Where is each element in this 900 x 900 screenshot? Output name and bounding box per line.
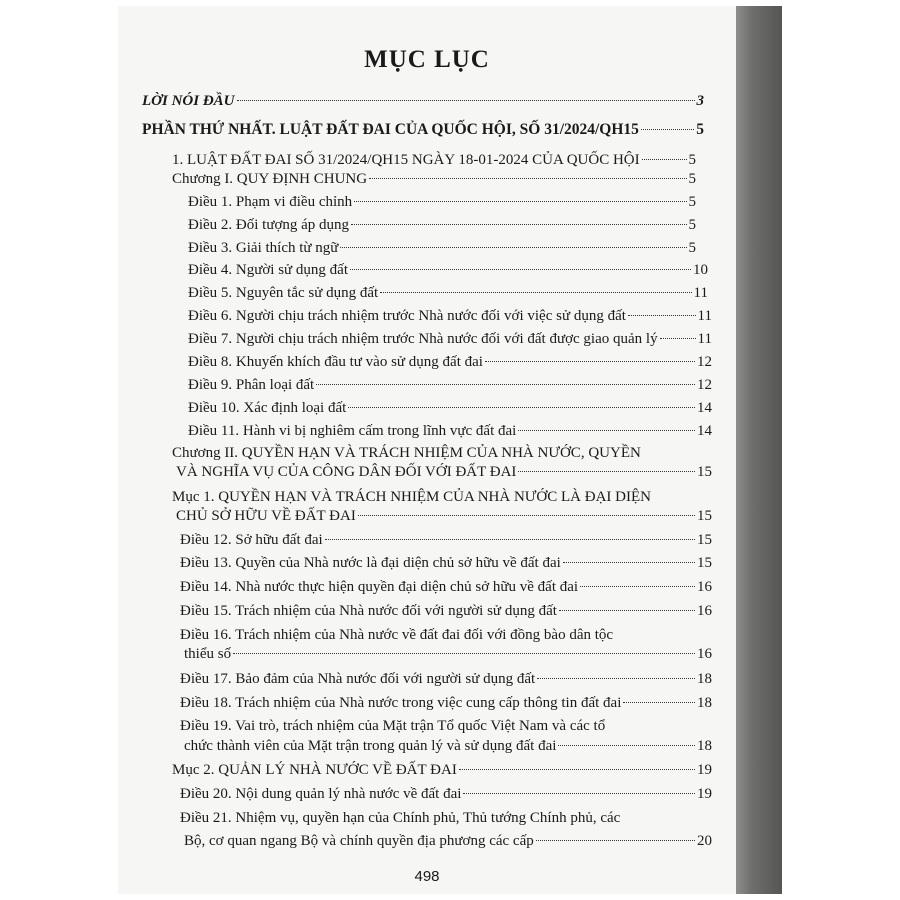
toc-entry-text: Điều 2. Đối tượng áp dụng (188, 217, 350, 233)
toc-entry-text: thiểu số (184, 646, 232, 662)
toc-entry-page: 5 (688, 152, 696, 168)
dot-leader (459, 769, 695, 770)
toc-entry-section-1-line1: Mục 1. QUYỀN HẠN VÀ TRÁCH NHIỆM CỦA NHÀ NƯỚC LÀ ĐẠI DIỆN (172, 489, 651, 505)
toc-entry-article-15[interactable] (180, 602, 712, 620)
toc-entry-page: 3 (696, 93, 704, 109)
dot-leader (463, 793, 695, 794)
toc-entry-article-8[interactable] (188, 353, 712, 371)
dot-leader (369, 178, 686, 179)
toc-entry-text: Điều 4. Người sử dụng đất (188, 262, 349, 278)
toc-entry-text: Điều 3. Giải thích từ ngữ (188, 240, 339, 256)
page-number: 498 (414, 868, 440, 885)
dot-leader (358, 515, 695, 516)
toc-entry-preface[interactable] (142, 92, 704, 110)
toc-entry-article-20[interactable] (180, 785, 712, 803)
book-page (118, 6, 736, 894)
toc-entry-text: Điều 17. Bảo đảm của Nhà nước đối với người sử dụng đất (180, 671, 536, 687)
dot-leader (536, 840, 695, 841)
toc-entry-page: 11 (693, 285, 708, 301)
dot-leader (518, 471, 695, 472)
toc-entry-text: Điều 9. Phân loại đất (188, 377, 315, 393)
toc-entry-law[interactable] (172, 151, 696, 169)
page-title: MỤC LỤC (364, 46, 490, 73)
dot-leader (518, 430, 695, 431)
toc-entry-page: 5 (696, 121, 704, 138)
toc-entry-article-1[interactable] (188, 193, 696, 211)
toc-entry-text: Điều 18. Trách nhiệm của Nhà nước trong việc cung cấp thông tin đất đai (180, 695, 622, 711)
dot-leader (628, 315, 696, 316)
toc-entry-page: 18 (697, 738, 712, 754)
toc-entry-text: Điều 8. Khuyến khích đầu tư vào sử dụng đất đai (188, 354, 483, 370)
toc-entry-section-2[interactable] (172, 761, 712, 779)
dot-leader (350, 269, 691, 270)
toc-entry-text: Điều 10. Xác định loại đất (188, 400, 347, 416)
toc-entry-chapter-2[interactable] (176, 463, 712, 481)
toc-entry-article-10[interactable] (188, 399, 712, 417)
toc-entry-chapter-2-line1: Chương II. QUYỀN HẠN VÀ TRÁCH NHIỆM CỦA NHÀ NƯỚC, QUYỀN (172, 445, 641, 461)
toc-entry-text: chức thành viên của Mặt trận trong quản lý và sử dụng đất đai (184, 738, 557, 754)
dot-leader (340, 247, 686, 248)
dot-leader (351, 224, 686, 225)
toc-entry-page: 5 (688, 240, 696, 256)
dot-leader (559, 610, 695, 611)
toc-entry-page: 18 (697, 695, 712, 711)
dot-leader (660, 338, 696, 339)
toc-entry-page: 15 (697, 464, 712, 480)
toc-entry-page: 12 (697, 377, 712, 393)
toc-entry-text: Điều 11. Hành vi bị nghiêm cấm trong lĩnh vực đất đai (188, 423, 517, 439)
toc-entry-text: 1. LUẬT ĐẤT ĐAI SỐ 31/2024/QH15 NGÀY 18-01-2024 CỦA QUỐC HỘI (172, 152, 640, 168)
dot-leader (641, 129, 694, 130)
toc-entry-page: 19 (697, 786, 712, 802)
toc-entry-page: 16 (697, 646, 712, 662)
dot-leader (558, 745, 695, 746)
toc-entry-page: 11 (697, 308, 712, 324)
toc-entry-article-16-line1: Điều 16. Trách nhiệm của Nhà nước về đất đai đối với đồng bào dân tộc (180, 627, 614, 643)
toc-entry-page: 5 (688, 217, 696, 233)
toc-entry-article-19[interactable] (184, 737, 712, 755)
toc-entry-page: 15 (697, 555, 712, 571)
dot-leader (233, 653, 695, 654)
dot-leader (485, 361, 695, 362)
dot-leader (348, 407, 695, 408)
toc-entry-text: LỜI NÓI ĐẦU (142, 93, 235, 109)
toc-entry-page: 11 (697, 331, 712, 347)
toc-entry-text: Điều 6. Người chịu trách nhiệm trước Nhà nước đối với việc sử dụng đất (188, 308, 626, 324)
dot-leader (237, 100, 695, 101)
toc-entry-article-12[interactable] (180, 531, 712, 549)
toc-entry-text: Điều 13. Quyền của Nhà nước là đại diện chủ sở hữu về đất đai (180, 555, 561, 571)
toc-entry-article-14[interactable] (180, 578, 712, 596)
toc-entry-article-13[interactable] (180, 554, 712, 572)
toc-entry-text: Chương I. QUY ĐỊNH CHUNG (172, 171, 368, 187)
toc-entry-text: CHỦ SỞ HỮU VỀ ĐẤT ĐAI (176, 508, 356, 524)
toc-entry-article-2[interactable] (188, 216, 696, 234)
toc-entry-text: Điều 1. Phạm vi điều chỉnh (188, 194, 353, 210)
toc-entry-text: Điều 20. Nội dung quản lý nhà nước về đất đai (180, 786, 462, 802)
toc-entry-page: 14 (697, 400, 712, 416)
toc-entry-text: Mục 2. QUẢN LÝ NHÀ NƯỚC VỀ ĐẤT ĐAI (172, 762, 457, 778)
toc-entry-page: 10 (693, 262, 708, 278)
dot-leader (580, 586, 695, 587)
toc-entry-article-6[interactable] (188, 307, 712, 325)
toc-entry-article-21[interactable] (184, 832, 712, 850)
toc-entry-page: 12 (697, 354, 712, 370)
toc-entry-article-21-line1: Điều 21. Nhiệm vụ, quyền hạn của Chính phủ, Thủ tướng Chính phủ, các (180, 810, 621, 826)
toc-entry-article-5[interactable] (188, 284, 708, 302)
toc-entry-page: 19 (697, 762, 712, 778)
toc-entry-article-16[interactable] (184, 645, 712, 663)
toc-entry-article-9[interactable] (188, 376, 712, 394)
book-spine (736, 6, 782, 894)
toc-entry-text: Điều 5. Nguyên tắc sử dụng đất (188, 285, 379, 301)
toc-entry-article-19-line1: Điều 19. Vai trò, trách nhiệm của Mặt trận Tổ quốc Việt Nam và các tổ (180, 718, 606, 734)
toc-entry-text: Điều 14. Nhà nước thực hiện quyền đại diện chủ sở hữu về đất đai (180, 579, 579, 595)
toc-entry-page: 16 (697, 579, 712, 595)
toc-entry-page: 15 (697, 532, 712, 548)
dot-leader (623, 702, 695, 703)
toc-entry-page: 20 (697, 833, 712, 849)
toc-entry-page: 18 (697, 671, 712, 687)
dot-leader (325, 539, 695, 540)
toc-entry-chapter-1[interactable] (172, 170, 696, 188)
toc-entry-article-3[interactable] (188, 239, 696, 257)
toc-entry-article-4[interactable] (188, 261, 708, 279)
toc-entry-article-11[interactable] (188, 422, 712, 440)
dot-leader (537, 678, 695, 679)
dot-leader (380, 292, 691, 293)
dot-leader (316, 384, 695, 385)
toc-entry-part-one[interactable] (142, 121, 704, 139)
dot-leader (642, 159, 687, 160)
dot-leader (563, 562, 695, 563)
toc-entry-text: Điều 12. Sở hữu đất đai (180, 532, 323, 548)
toc-entry-article-18[interactable] (180, 694, 712, 712)
toc-entry-text: Bộ, cơ quan ngang Bộ và chính quyền địa phương các cấp (184, 833, 534, 849)
toc-entry-article-17[interactable] (180, 670, 712, 688)
toc-entry-text: Điều 15. Trách nhiệm của Nhà nước đối với người sử dụng đất (180, 603, 557, 619)
toc-entry-page: 16 (697, 603, 712, 619)
toc-entry-page: 14 (697, 423, 712, 439)
toc-entry-section-1[interactable] (176, 507, 712, 525)
toc-entry-article-7[interactable] (188, 330, 712, 348)
toc-entry-page: 5 (688, 194, 696, 210)
toc-entry-page: 5 (688, 171, 696, 187)
toc-entry-text: PHẦN THỨ NHẤT. LUẬT ĐẤT ĐAI CỦA QUỐC HỘI, SỐ 31/2024/QH15 (142, 121, 639, 138)
dot-leader (354, 201, 686, 202)
toc-entry-text: Điều 7. Người chịu trách nhiệm trước Nhà nước đối với đất được giao quản lý (188, 331, 658, 347)
toc-entry-text: VÀ NGHĨA VỤ CỦA CÔNG DÂN ĐỐI VỚI ĐẤT ĐAI (176, 464, 517, 480)
toc-entry-page: 15 (697, 508, 712, 524)
